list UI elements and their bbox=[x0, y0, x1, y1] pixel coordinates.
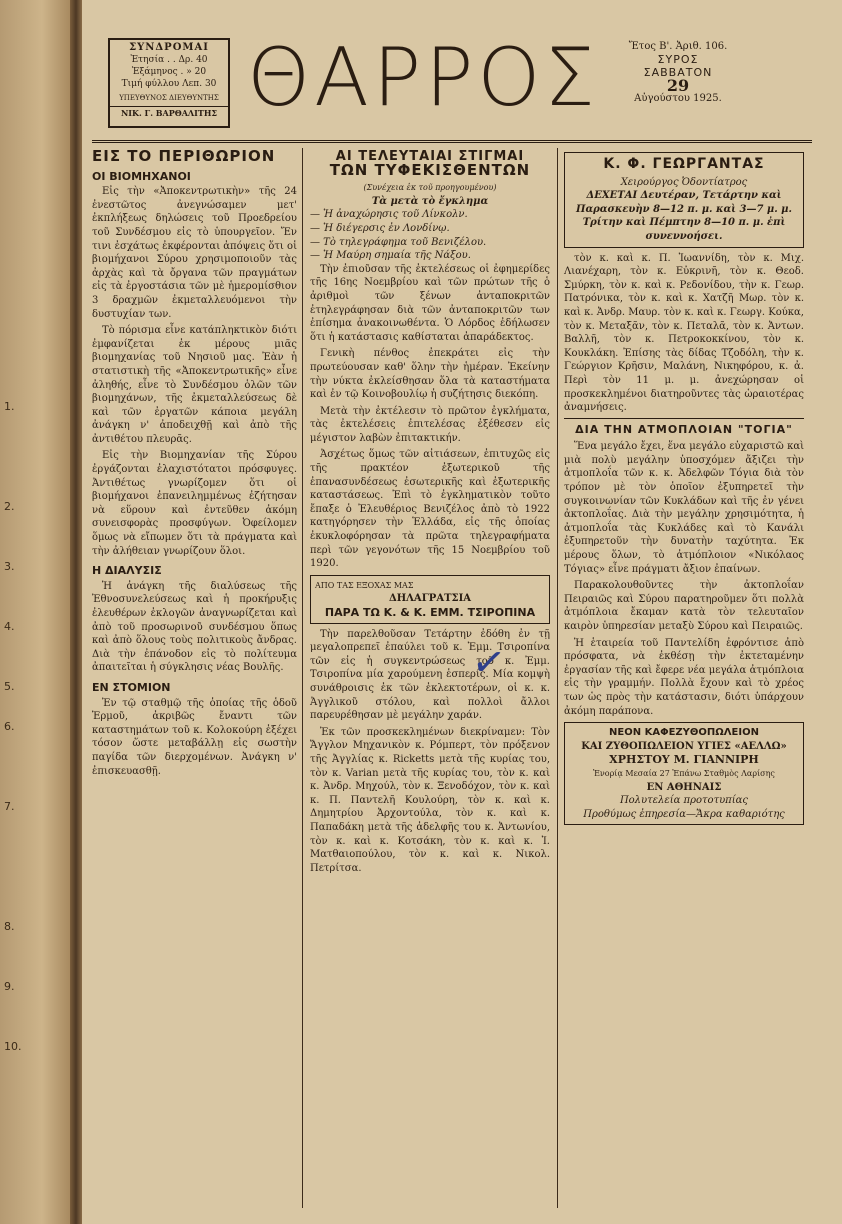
event-title: ΠΑΡΑ ΤΩ Κ. & Κ. ΕΜΜ. ΤΣΙΡΟΠΙΝΑ bbox=[324, 606, 536, 619]
newspaper-title: ΘΑΡΡΟΣ bbox=[247, 31, 599, 124]
adjacent-page-mark: 8. bbox=[4, 920, 15, 933]
article-paragraph: Ἐκ τῶν προσκεκλημένων διεκρίναμεν: Τὸν Ἄγγλον Μηχανικὸν κ. Ρόμπερτ, τὸν πρόξενον τῆς Ἀγγλίας κ. Ricketts μετὰ τῆς κυρίας του, τὸν κ. Varian μετὰ τῆς κυρίας του, τὸν κ. καὶ κ. Ἀνδρ. Μηχούλ, τὸν κ. Ξενοδόχον, τὸν κ. καὶ κ. Π. Παντελῆ Κουλούρη, τὸν κ. καὶ κ. Δημητρίου Ἀρχοντούλα, τὸν κ. καὶ κ. Παπαδάκη μετὰ τῆς ἀδελφῆς του κ. Ἀντωνίου, τὸν κ. καὶ κ. Κοτσάκη, τὸν κ. καὶ κ. Ἰ. Ματθαιοπούλου, τὸν κ. καὶ κ. Νικολ. Πετρίτσα. bbox=[310, 726, 550, 874]
subscription-title: ΣΥΝΔΡΟΜΑΙ bbox=[129, 42, 209, 53]
article-heading: ΟΙ ΒΙΟΜΗΧΑΝΟΙ bbox=[92, 169, 191, 183]
adjacent-page-mark: 4. bbox=[4, 620, 15, 633]
ad-line: Προθύμως ἐπηρεσία—Ἄκρα καθαριότης bbox=[583, 808, 785, 820]
continuation-note: (Συνέχεια ἐκ τοῦ προηγουμένου) bbox=[363, 183, 497, 193]
ad-line: ΚΑΙ ΖΥΘΟΠΩΛΕΙΟΝ ΥΓΙΕΣ «ΑΕΛΛΩ» bbox=[581, 740, 787, 752]
article-paragraph: Γενικὴ πένθος ἐπεκράτει εἰς τὴν πρωτεύουσαν καθ' ὅλην τὴν ἡμέραν. Ἐκείνην τὴν νύκτα ἐκλείσθησαν ὅλα τὰ καταστήματα καὶ ἐν τῷ Κοινοβουλίῳ ἡ συζήτησις διεκόπη. bbox=[310, 348, 550, 401]
article-title-line2: ΤΩΝ ΤΥΦΕΚΙΣΘΕΝΤΩΝ bbox=[329, 160, 531, 179]
issue-city: ΣΥΡΟΣ bbox=[657, 53, 699, 66]
ad-city: ΕΝ ΑΘΗΝΑΙΣ bbox=[646, 781, 722, 793]
pen-check-mark: ✓ bbox=[468, 637, 509, 689]
article-paragraph: Παρακολουθοῦντες τὴν ἀκτοπλοΐαν Πειραιῶς καὶ Σύρου παρατηροῦμεν ὅτι πολλὰ ἀτμόπλοια ἔκαμαν κατὰ τὸν τελευταῖον καιρὸν ὑπηρεσίαν μεταξὺ Σύρου καὶ Πειραιῶς. bbox=[564, 580, 804, 632]
article-paragraph: Τὴν παρελθοῦσαν Τετάρτην ἐδόθη ἐν τῇ μεγαλοπρεπεῖ ἐπαύλει τοῦ κ. Ἐμμ. Τσιροπίνα τῶν εἰς ἡ συγκεντρώσεως τοῦ κ. Ἐμμ. Τσιροπίνα μία χαρούμενη ἑσπερίς. Μία κομψὴ συνάθροισις ἐκ τῶν ἐκλεκτοτέρων, οἱ κ. κ. Ἀγγλικοῦ στόλου, καὶ πολλοὶ ἄλλοι παρευρέθησαν μὲ μεγάλην χαράν. bbox=[310, 628, 550, 722]
subscription-semiannual: Ἑξάμηνος . » 20 bbox=[131, 67, 207, 77]
column-left bbox=[92, 148, 297, 781]
place-heading: ΔΗΛΑΓΡΑΤΣΙΑ bbox=[388, 593, 472, 605]
ad-hours-2: Τρίτην καὶ Πέμπτην 8—10 π. μ. ἐπὶ συνεννοήσει. bbox=[582, 217, 786, 242]
article-subheading: Τὰ μετὰ τὸ ἔγκλημα bbox=[371, 195, 489, 207]
article-heading: ΕΝ ΣΤΟΜΙΟΝ bbox=[92, 680, 171, 694]
director-name: ΝΙΚ. Γ. ΒΑΡΘΑΛΙΤΗΣ bbox=[110, 106, 228, 119]
adjacent-page-mark: 9. bbox=[4, 980, 15, 993]
article-paragraph: Εἰς τὴν Βιομηχανίαν τῆς Σύρου ἐργάζονται ἐλαχιστότατοι πρόσφυγες. Ἀντιθέτως γνωρίζομεν ὅτι οἱ βιομήχανοι ἐπανειλημμένως ἐζήτησαν νὰ εὕρουν καὶ ἐντεῦθεν ἀκόμη συνεισφορὰς προσφύγων. Ὀφείλομεν ὅμως νὰ εἴπωμεν ὅτι τὰ πράγματα καὶ τὴν ἀλήθειαν γνωρίζουν ὅλοι. bbox=[92, 450, 297, 557]
subscription-annual: Ἐτησία . . Δρ. 40 bbox=[130, 55, 208, 65]
article-heading: Η ΔΙΑΛΥΣΙΣ bbox=[92, 564, 162, 578]
issue-year-number: Ἔτος Β'. Ἀριθ. 106. bbox=[628, 41, 728, 52]
column-right bbox=[564, 148, 804, 829]
society-section bbox=[310, 575, 550, 624]
section-heading: ΕΙΣ ΤΟ ΠΕΡΙΘΩΡΙΟΝ bbox=[92, 147, 276, 165]
newspaper-page bbox=[82, 0, 842, 1224]
adjacent-page-mark: 6. bbox=[4, 720, 15, 733]
cafe-ad bbox=[564, 722, 804, 825]
ad-address: Ἐνορίᾳ Μεσαία 27 Ἐπάνω Σταθμὸς Λαρίσης bbox=[593, 768, 775, 778]
adjacent-page-mark: 5. bbox=[4, 680, 15, 693]
article-paragraph: Τὸ πόρισμα εἶνε κατάπληκτικὸν διότι ἐμφανίζεται ἐκ μέρους μιᾶς βιομηχανίας τοῦ Νησιοῦ μας. Ἐὰν ἡ στατιστικὴ τῆς «Ἀποκεντρωτικῆς» εἶνε ἀληθής, εἶνε τὸ Συνδέσμου ὁλῶν τῶν βιομηχάνων, τῆς ἐκμεταλλεύσεως δὲ καὶ τῶν ἐργατῶν κάποια μεγάλη ἀνάγκη ν' ἀποδειχθῇ καὶ ἀπὸ τῆς ἀντιθέτου πλευρᾶς. bbox=[92, 325, 297, 445]
adjacent-page-mark: 3. bbox=[4, 560, 15, 573]
ad-profession: Χειρούργος Ὀδοντίατρος bbox=[620, 176, 748, 188]
summary-item: — Ἡ Μαύρη σημαία τῆς Νάξου. bbox=[310, 250, 471, 262]
adjacent-page-mark: 1. bbox=[4, 400, 15, 413]
issue-price: Τιμή φύλλου Λεπ. 30 bbox=[121, 79, 217, 89]
article-paragraph: Τὴν ἐπιοῦσαν τῆς ἐκτελέσεως οἱ ἐφημερίδες τῆς 16ης Νοεμβρίου καὶ τῶν πρώτων τῆς ὁ ἀριθμοὶ τῶν ξένων ἀνταποκριτῶν ἐτηλεγράφησαν διὰ τῶν ἀνταποκριτῶν των ἐπίσημα ἀνακοινωθέντα. Ὁ Λόρδος ἐδήλωσεν ὅτι ἡ κατάστασις καθίσταται ἀπαράδεκτος. bbox=[310, 263, 550, 343]
article-paragraph: Εἰς τὴν «Ἀποκεντρωτικὴν» τῆς 24 ἐνεστῶτος ἀνεγνώσαμεν μετ' ἐκπλήξεως δηλώσεις τοῦ Προεδρείου τοῦ Συνδέσμου εἰς τὸ ὑπουργεῖον. Ἔν τινι ἐσχάτως ἐκφέρονται ἀπόψεις ὅτι οἱ βιομήχανοι Σύρου χρησιμοποιοῦν τὰς ἀρχὰς καὶ τὰ ὄργανα τῶν πραγμάτων εἰς τὰ ἐργοστάσια τῶν μὲ ἡμερομίσθιον 3 δραχμῶν ἐκμεταλλευόμενοι τὴν δυστυχίαν των. bbox=[92, 186, 297, 320]
column-middle bbox=[310, 148, 550, 878]
summary-item: — Ἡ διέγερσις ἐν Λονδίνῳ. bbox=[310, 222, 450, 234]
issue-weekday: ΣΑΒΒΑΤΟΝ bbox=[643, 66, 713, 79]
adjacent-page-mark: 2. bbox=[4, 500, 15, 513]
article-paragraph: Ἕνα μεγάλο ἔχει, ἕνα μεγάλο εὐχαριστῶ καὶ μιὰ πολὺ μεγάλην ὑποσχόμεν ἄξιζει τὴν ἀτμοπλοΐα τῶν κ. κ. Ἀδελφῶν Τόγια διὰ τὸν τρόπον μὲ τὸν ὁποῖον ἐξυπηρετεῖ τὴν συγκοινωνίαν τῶν Κυκλάδων καὶ τῆς ἐν γένει ἀκτοπλοΐας. Διὰ τὴν μεγάλην χρησιμότητα, ἡ ἀτμοπλοΐα τὰς Κυκλάδες καὶ τὸ Κανάλι ἐξυπηρετοῦν τὴν δυνατὴν ταχύτητα. Ἐκ μέρους ὅλων, τὸ ἀτμόπλοιον «Νικόλαος Τόγιας» εἶνε πράγματι ἄξιον ἐπαίνων. bbox=[564, 441, 804, 575]
director-label: ΥΠΕΥΘΥΝΟΣ ΔΙΕΥΘΥΝΤΗΣ bbox=[119, 94, 219, 102]
ad-line: Πολυτελεία προτοτυπίας bbox=[619, 795, 749, 807]
article-paragraph: Ἀσχέτως ὅμως τῶν αἰτιάσεων, ἐπιτυχῶς εἰς τῆς πρακτέον ἐξωτερικοῦ τῆς ἐπανασυνδέσεως ἐσωτερικῆς καὶ ἐξωτερικῆς καταστάσεως. Ἐπὶ τὸ ἐγκληματικὸν τοῦτο ἔπαξε ὁ Ἐλευθέριος Βενιζέλος ἀπὸ τὸ 1922 κατηγόρησεν τὴν Ἑλλάδα, εἰς τῆς ὁποίας ἐκυκλοφόρησαν τὰ πρῶτα τηλεγραφήματα περὶ τῶν γεγονότων τῆς 15 Νοεμβρίου τοῦ 1920. bbox=[310, 449, 550, 570]
summary-item: — Ἡ ἀναχώρησις τοῦ Λίνκολν. bbox=[310, 209, 468, 221]
ad-owner: ΧΡΗΣΤΟΥ Μ. ΓΙΑΝΝΙΡΗ bbox=[609, 753, 759, 767]
article-paragraph: τὸν κ. καὶ κ. Π. Ἰωαννίδη, τὸν κ. Μιχ. Λιανέχαρη, τὸν κ. Εὐκρινῆ, τὸν κ. Θεοδ. Σμύρκη, τὸν κ. καὶ κ. Ρεδονίδου, τὴν κ. Γεωρ. Πατρόνικα, τὸν κ. καὶ κ. Χατζῆ Μωρ. τὸν κ. καὶ κ. Ἀνδρ. Μαυρ. τὸν κ. καὶ κ. Γεωργ. Κούκα, τὸν κ. Μεταξᾶν, τὸν κ. Πεταλᾶ, τὸν κ. Ἀντων. Βαλλῆ, τὸν κ. Πετροκοκκίνου, τὸν κ. Κουκλάκη. Ἐπίσης τὰς δίδας Τζοδόλη, τὴν κ. Γεώργιον Κρῆσιν, Μαλάνη, Νικηφόρου, κ. ἀ. Περὶ τὸν 11 μ. μ. ἀνεχώρησαν οἱ προσκεκλημένοι διατηροῦντες τὰς ὡραιοτέρας ἀναμνήσεις. bbox=[564, 252, 804, 414]
column-divider bbox=[302, 148, 303, 1208]
issue-info bbox=[618, 40, 738, 105]
article-paragraph: Ἐν τῷ σταθμῷ τῆς ὁποίας τῆς ὁδοῦ Ἑρμοῦ, ἀκριβῶς ἔναντι τῶν καταστημάτων τοῦ κ. Κολοκούρη ἐξέχει τόσον ὥστε μεταβάλλῃ εἰς σωστὴν παγίδα τῶν διερχομένων. Ἀνάγκη ν' ἐπισκευασθῇ. bbox=[92, 697, 297, 777]
adjacent-page bbox=[0, 0, 70, 1224]
adjacent-page-mark: 10. bbox=[4, 1040, 22, 1053]
article-title-line1: ΑΙ ΤΕΛΕΥΤΑΙΑΙ ΣΤΙΓΜΑΙ bbox=[335, 149, 525, 164]
subscription-box bbox=[108, 38, 230, 128]
masthead-rule bbox=[92, 140, 812, 143]
section-label: ΑΠΟ ΤΑΣ ΕΞΟΧΑΣ ΜΑΣ bbox=[315, 580, 414, 590]
summary-item: — Τὸ τηλεγράφημα τοῦ Βενιζέλου. bbox=[310, 236, 487, 248]
article-paragraph: Ἡ ἑταιρεία τοῦ Παντελίδη ἐφρόντισε ἀπὸ πρόσφατα, νὰ ἐκθέσῃ τὴν ἐκτεταμένην ἐργασίαν τῆς καὶ ἔφερε νέα μεγάλα ἀτμόπλοια εἰς τὴν γραμμήν. Πολλὰ ἔχουν καὶ τὸ χρέος των ὡς πρὸς τὴν κατάστασιν, διότι ὑπάρχουν ἀκόμη παράπονα. bbox=[564, 637, 804, 717]
ad-heading: Κ. Φ. ΓΕΩΡΓΑΝΤΑΣ bbox=[603, 156, 765, 172]
ad-hours: ΔΕΧΕΤΑΙ Δευτέραν, Τετάρτην καὶ Παρασκευὴν 8—12 π. μ. καὶ 3—7 μ. μ. bbox=[576, 190, 792, 215]
book-gutter bbox=[70, 0, 82, 1224]
masthead bbox=[108, 31, 808, 132]
issue-month-year: Αὐγούστου 1925. bbox=[634, 93, 722, 104]
ad-heading: ΝΕΟΝ ΚΑΦΕΖΥΘΟΠΩΛΕΙΟΝ bbox=[609, 727, 759, 739]
article-paragraph: Μετὰ τὴν ἐκτέλεσιν τὸ πρῶτον ἐγκλήματα, τὰς ἐκτελέσεις ἐπιτελέσας ἐξέθεσεν εἰς μέγιστον λαβὼν ἐπιτακτικήν. bbox=[310, 405, 550, 444]
dentist-ad bbox=[564, 152, 804, 248]
issue-day: 29 bbox=[666, 76, 690, 95]
adjacent-page-mark: 7. bbox=[4, 800, 15, 813]
article-paragraph: Ἡ ἀνάγκη τῆς διαλύσεως τῆς Ἐθνοσυνελεύσεως καὶ ἡ προκήρυξις ἐλευθέρων ἐκλογῶν ἀναγνωρίζεται καὶ ἀπὸ τοῦ προσωρινοῦ συνδέσμου ὅπως καὶ ἀπὸ ὅλους τοὺς πολιτικοὺς ἄνδρας. Διὰ τὴν ἐπάνοδον εἰς τὸ πολίτευμα ἀπαιτεῖται ἡ σύγκλησις νέας Βουλῆς. bbox=[92, 580, 297, 674]
article-heading: ΔΙΑ ΤΗΝ ΑΤΜΟΠΛΟΙΑΝ "ΤΟΓΙΑ" bbox=[564, 418, 804, 437]
column-divider bbox=[557, 148, 558, 1208]
